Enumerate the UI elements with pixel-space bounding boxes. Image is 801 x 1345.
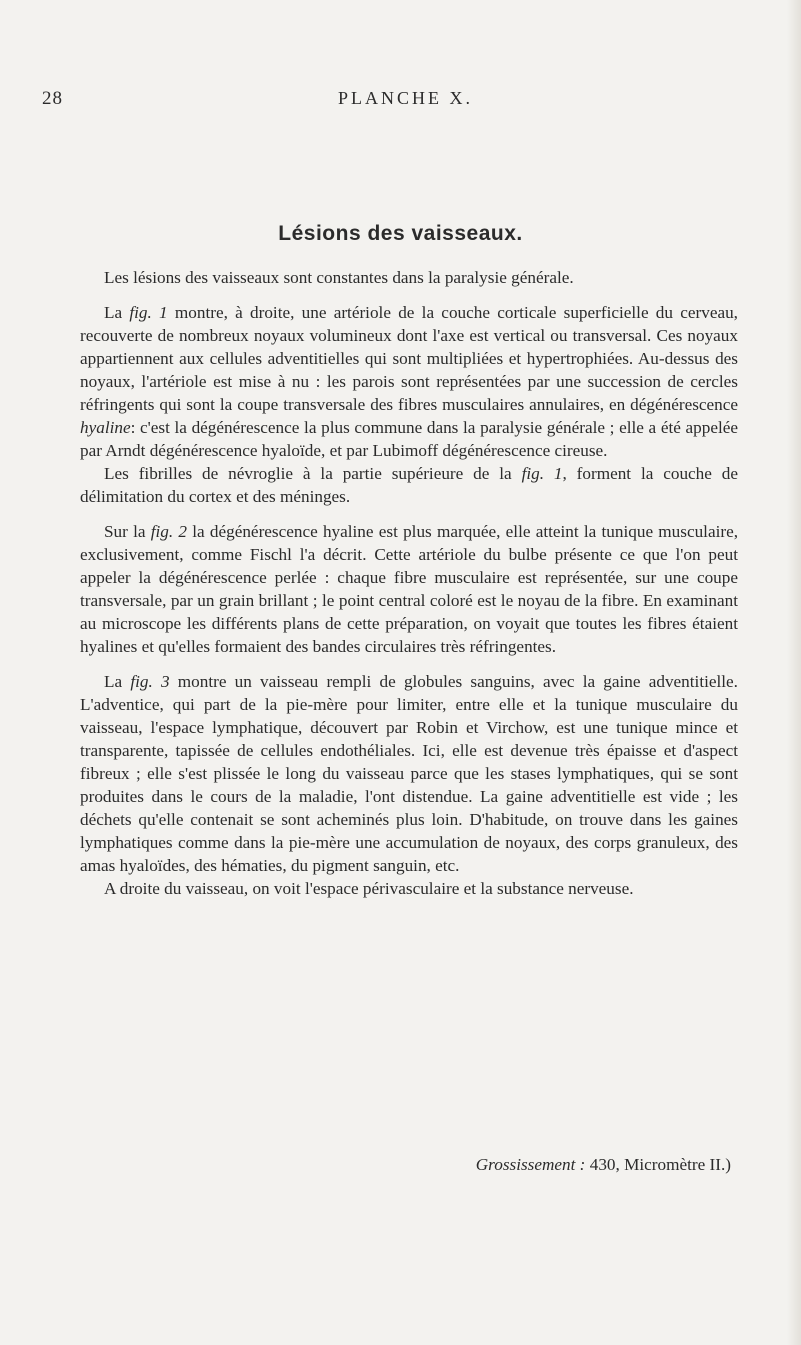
term-hyaline: hyaline <box>80 418 131 437</box>
caption-value: 430, Micromètre II.) <box>585 1155 731 1174</box>
paragraph-6: A droite du vaisseau, on voit l'espace périvasculaire et la substance nerveuse. <box>104 879 634 898</box>
magnification-caption <box>476 1155 731 1175</box>
figure-reference: fig. 1 <box>129 303 168 322</box>
paragraph-5: La fig. 3 montre un vaisseau rempli de globules sanguins, avec la gaine adventitielle. L'adventice, qui part de la pie-mère pour limiter, entre elle et la tunique musculaire du vaisseau, l'espace lymphatique, découvert par Robin et Virchow, est une tunique mince et transparente, tapissée de cellules endothéliales. Ici, elle est devenue très épaisse et d'aspect fibreux ; elle s'est plissée le long du vaisseau parce que les stases lymphatiques, qui se sont produites dans le cours de la maladie, l'ont distendue. La gaine adventitielle est vide ; les déchets qu'elle contenait se sont acheminés plus loin. D'habitude, on trouve dans les gaines lymphatiques comme dans la pie-mère une accumulation de noyaux, des corps granuleux, des amas hyaloïdes, des hématies, du pigment sanguin, etc. <box>80 672 738 875</box>
paragraph-1: Les lésions des vaisseaux sont constantes dans la paralysie générale. <box>104 268 574 287</box>
page-number: 28 <box>42 88 63 109</box>
paragraph-3: Les fibrilles de névroglie à la partie supérieure de la fig. 1, forment la couche de délimitation du cortex et des méninges. <box>80 464 738 506</box>
page-header <box>0 88 801 112</box>
figure-reference: fig. 1 <box>521 464 563 483</box>
paragraph-2: La fig. 1 montre, à droite, une artériole de la couche corticale superficielle du cerveau, recouverte de nombreux noyaux volumineux dont l'axe est vertical ou transversal. Ces noyaux appartiennent aux cellules adventitielles qui sont multipliées et hypertrophiées. Au-dessus des noyaux, l'artériole est mise à nu : les parois sont représentées par une succession de cercles réfringents qui sont la coupe transversale des fibres musculaires annulaires, en dégénérescence hyaline: c'est la dégénérescence la plus commune dans la paralysie générale ; elle a été appelée par Arndt dégénérescence hyaloïde, et par Lubimoff dégénérescence cireuse. <box>80 303 738 460</box>
figure-reference: fig. 2 <box>150 522 188 541</box>
figure-reference: fig. 3 <box>130 672 170 691</box>
paragraph-4: Sur la fig. 2 la dégénérescence hyaline est plus marquée, elle atteint la tunique musculaire, exclusivement, comme Fischl l'a décrit. Cette artériole du bulbe présente ce que l'on peut appeler la dégénérescence perlée : chaque fibre musculaire est représentée, sur une coupe transversale, par un grain brillant ; le point central coloré est le noyau de la fibre. En examinant au microscope les différents plans de cette préparation, on voyait que toutes les fibres étaient hyalines et qu'elles formaient des bandes circulaires très réfringentes. <box>80 522 739 656</box>
caption-label: Grossissement : <box>475 1155 586 1174</box>
page-edge-shadow <box>787 0 801 1345</box>
section-title: Lésions des vaisseaux. <box>278 222 523 245</box>
body-text <box>80 266 738 900</box>
plate-title: PLANCHE X. <box>337 88 473 108</box>
